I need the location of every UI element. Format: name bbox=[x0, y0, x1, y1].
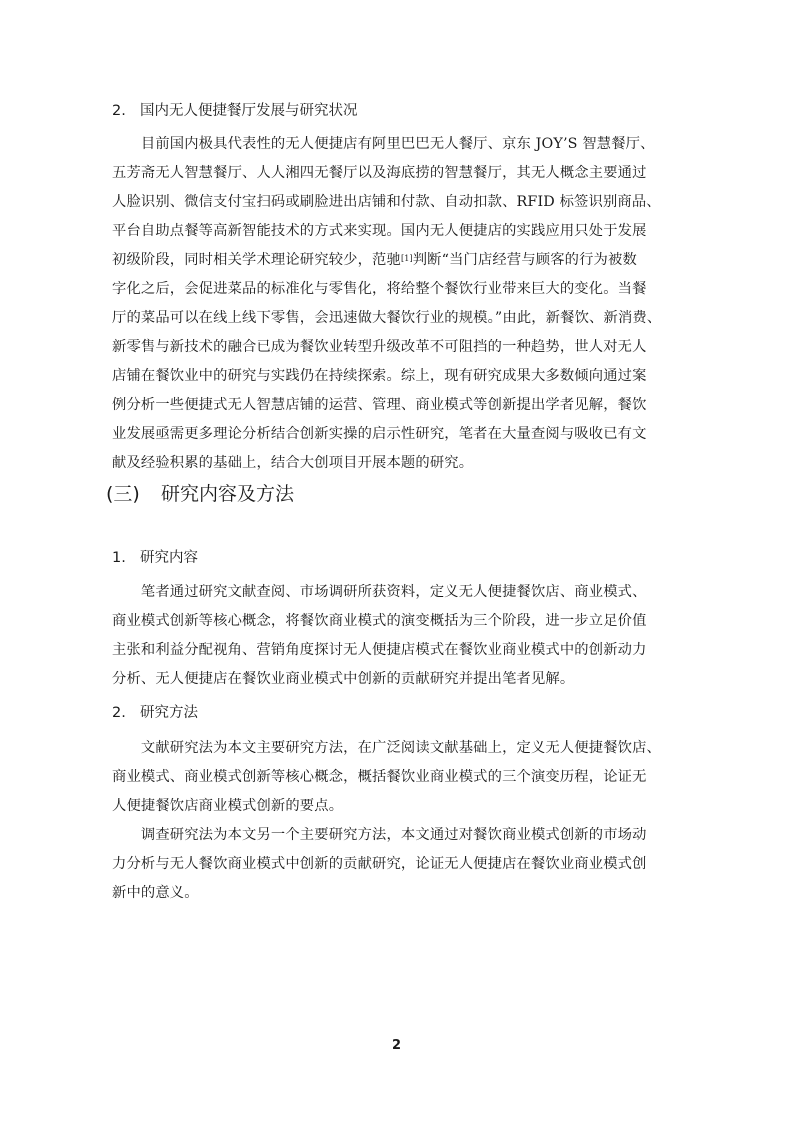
citation-marker: [1] bbox=[400, 254, 413, 263]
text-line: 五芳斋无人智慧餐厅、人人湘四无餐厅以及海底捞的智慧餐厅，其无人概念主要通过 bbox=[112, 165, 647, 181]
text-line: 文献研究法为本文主要研究方法，在广泛阅读文献基础上，定义无人便捷餐饮店、 bbox=[112, 740, 661, 756]
text-line: 目前国内极具代表性的无人便捷店有阿里巴巴无人餐厅、京东 JOY’S 智慧餐厅、 bbox=[112, 136, 655, 152]
subsection-number: 1. bbox=[112, 550, 126, 566]
subsection-heading-1 bbox=[112, 548, 198, 568]
text-line: 力分析与无人餐饮商业模式中创新的贡献研究，论证无人便捷店在餐饮业商业模式创 bbox=[112, 856, 647, 872]
text-line: 业发展亟需更多理论分析结合创新实操的启示性研究，笔者在大量查阅与吸收已有文 bbox=[112, 426, 647, 442]
paragraph-research-methods bbox=[112, 734, 692, 908]
text-line: 新中的意义。 bbox=[112, 885, 199, 901]
text-line: 人便捷餐饮店商业模式创新的要点。 bbox=[112, 798, 344, 814]
text-line: 新零售与新技术的融合已成为餐饮业转型升级改革不可阻挡的一种趋势，世人对无人 bbox=[112, 339, 647, 355]
chapter-heading-3 bbox=[106, 481, 294, 507]
paragraph-domestic-status bbox=[112, 130, 692, 478]
text-line: 笔者通过研究文献查阅、市场调研所获资料，定义无人便捷餐饮店、商业模式、 bbox=[112, 584, 647, 600]
text-line: 商业模式创新等核心概念，将餐饮商业模式的演变概括为三个阶段，进一步立足价值 bbox=[112, 613, 647, 629]
section-number: 2. bbox=[112, 103, 126, 119]
text-line-with-citation bbox=[112, 246, 692, 275]
subsection-heading-2 bbox=[112, 703, 198, 723]
text-line: 调查研究法为本文另一个主要研究方法，本文通过对餐饮商业模式创新的市场动 bbox=[112, 827, 647, 843]
section-title: 国内无人便捷餐厅发展与研究状况 bbox=[140, 103, 358, 119]
text-line: 厅的菜品可以在线上线下零售，会迅速做大餐饮行业的规模。”由此，新餐饮、新消费、 bbox=[112, 310, 662, 326]
page-number: 2 bbox=[391, 1038, 402, 1053]
text-line: 人脸识别、微信支付宝扫码或刷脸进出店铺和付款、自动扣款、RFID 标签识别商品、 bbox=[112, 194, 661, 210]
text-fragment: 初级阶段，同时相关学术理论研究较少，范驰 bbox=[112, 252, 401, 268]
text-line: 主张和利益分配视角、营销角度探讨无人便捷店模式在餐饮业商业模式中的创新动力 bbox=[112, 642, 647, 658]
text-line: 店铺在餐饮业中的研究与实践仍在持续探索。综上，现有研究成果大多数倾向通过案 bbox=[112, 368, 647, 384]
chapter-title: 研究内容及方法 bbox=[161, 483, 295, 505]
text-line: 例分析一些便捷式无人智慧店铺的运营、管理、商业模式等创新提出学者见解，餐饮 bbox=[112, 397, 647, 413]
text-fragment: 判断“当门店经营与顾客的行为被数 bbox=[412, 252, 637, 268]
text-line: 献及经验积累的基础上，结合大创项目开展本题的研究。 bbox=[112, 455, 474, 471]
text-line: 分析、无人便捷店在餐饮业商业模式中创新的贡献研究并提出笔者见解。 bbox=[112, 671, 575, 687]
text-line: 商业模式、商业模式创新等核心概念，概括餐饮业商业模式的三个演变历程，论证无 bbox=[112, 769, 647, 785]
subsection-title: 研究内容 bbox=[140, 550, 198, 566]
paragraph-research-content bbox=[112, 578, 692, 694]
text-line: 字化之后，会促进菜品的标准化与零售化，将给整个餐饮行业带来巨大的变化。当餐 bbox=[112, 281, 647, 297]
text-line: 平台自助点餐等高新智能技术的方式来实现。国内无人便捷店的实践应用只处于发展 bbox=[112, 223, 647, 239]
chapter-number: (三) bbox=[106, 483, 140, 505]
subsection-title: 研究方法 bbox=[140, 705, 198, 721]
subsection-number: 2. bbox=[112, 705, 126, 721]
section-heading-2 bbox=[112, 101, 358, 121]
